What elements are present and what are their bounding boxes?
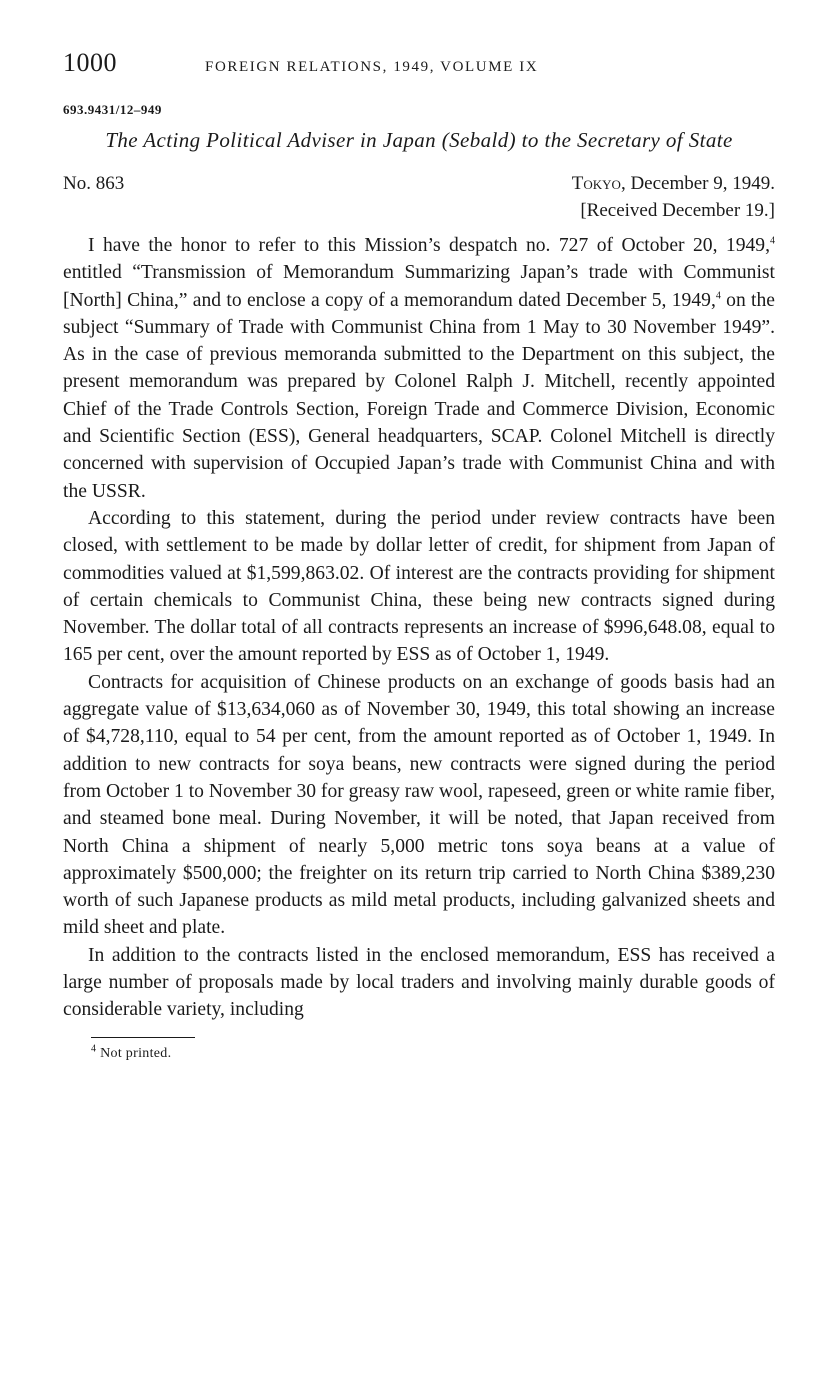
place-and-date: [572, 170, 775, 197]
page-number: 1000: [63, 48, 117, 77]
paragraph: Contracts for acquisition of Chinese products on an exchange of goods basis had an aggregate value of $13,634,060 as of November 30, 1949, this total showing an increase of $4,728,110, equal to 54 per cent, from the amount reported as of October 1, 1949. In addition to new contracts for soya beans, new contracts were signed during the period from October 1 to November 30 for greasy raw wool, rapeseed, green or white ramie fiber, and steamed bone meal. During November, it will be noted, that Japan received from North China a shipment of nearly 5,000 metric tons soya beans at a value of approximately $500,000; the freighter on its return trip carried to North China $389,230 worth of such Japanese products as mild metal products, including galvanized sheets and mild sheet and plate.: [63, 671, 775, 939]
document-page: [63, 48, 775, 1062]
paragraph-text: I have the honor to refer to this Mission’s despatch no. 727 of October 20, 1949,: [88, 235, 770, 256]
footnote: [91, 1042, 775, 1062]
dateline: [63, 170, 775, 224]
paragraph: In addition to the contracts listed in the enclosed memorandum, ESS has received a large number of proposals made by local traders and involving mainly durable goods of considerable variety, including: [63, 944, 775, 1021]
document-title: The Acting Political Adviser in Japan (Sebald) to the Secretary of State: [105, 128, 733, 152]
footnote-reference: 4: [770, 235, 775, 247]
despatch-number: No. 863: [63, 173, 125, 194]
paragraph: [63, 232, 775, 505]
place: Tokyo: [571, 173, 621, 194]
body-text: [63, 232, 775, 1024]
paragraph-text: entitled “Transmission of Memorandum Summarizing Japan’s trade with Communist [North] China,” and to enclose a copy of a memorandum dated December 5, 1949,: [63, 262, 775, 311]
footnote-divider: [91, 1037, 195, 1038]
document-file-number: 693.9431/12–949: [63, 102, 162, 117]
footnote-reference: 4: [715, 290, 721, 302]
received-date: [Received December 19.]: [580, 200, 775, 221]
footnote-marker: 4: [91, 1042, 97, 1054]
running-head: [63, 48, 775, 82]
running-title: FOREIGN RELATIONS, 1949, VOLUME IX: [205, 59, 539, 75]
paragraph: According to this statement, during the period under review contracts have been closed, with settlement to be made by dollar letter of credit, for shipment from Japan of commodities valued at $1,599,863.02. Of interest are the contracts providing for shipment of certain chemicals to Communist China, these being new contracts signed during November. The dollar total of all contracts represents an increase of $996,648.08, equal to 165 per cent, over the amount reported by ESS as of October 1, 1949.: [63, 507, 775, 666]
dateline-place-date: [572, 170, 775, 224]
date: , December 9, 1949.: [620, 173, 775, 194]
footnote-text: Not printed.: [96, 1045, 172, 1061]
paragraph-text: on the subject “Summary of Trade with Communist China from 1 May to 30 November 1949”. As in the case of previous memoranda submitted to the Department on this subject, the present memorandum was prepared by Colonel Ralph J. Mitchell, recently appointed Chief of the Trade Controls Section, Foreign Trade and Commerce Division, Economic and Scientific Section (ESS), General headquarters, SCAP. Colonel Mitchell is directly concerned with supervision of Occupied Japan’s trade with Communist China and with the USSR.: [63, 289, 775, 502]
